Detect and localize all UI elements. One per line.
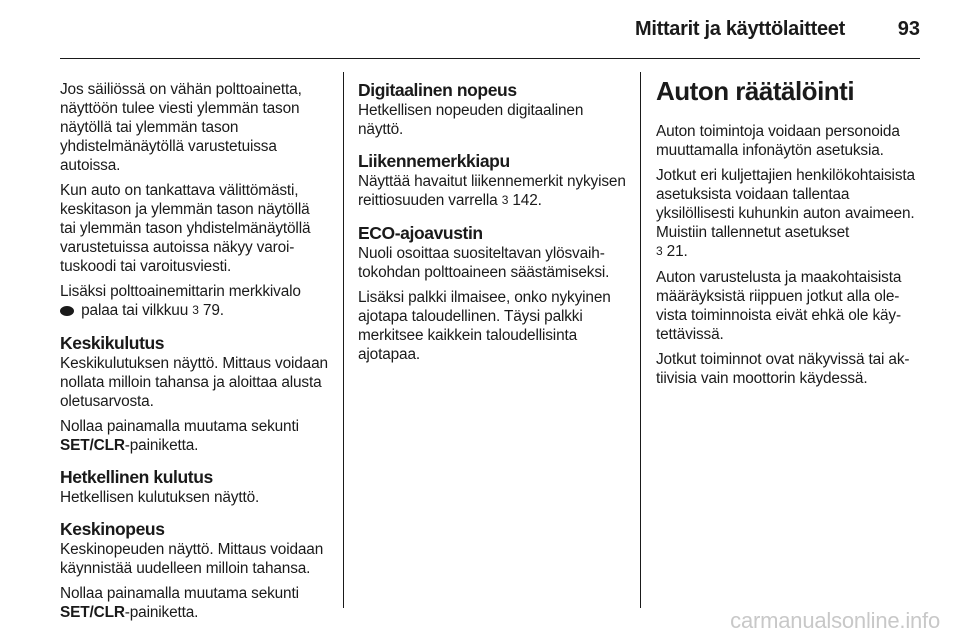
paragraph-reset-speed [60, 584, 328, 622]
heading-digital-speed: Digitaalinen nopeus [358, 80, 517, 100]
paragraph-average-consumption: Keskikulutuksen näyttö. Mittaus voidaan nollata milloin tahansa ja aloittaa alusta oletusarvosta. [60, 355, 328, 410]
column-1 [60, 80, 328, 628]
paragraph-low-fuel: Jos säiliössä on vähän polttoainetta, näyttöön tulee viesti ylemmän tason näytöllä tai ylemmän tason yhdistelmänäytöllä varustetuissa autoissa. [60, 81, 302, 174]
paragraph-digital-speed: Hetkellisen nopeuden digitaalinen näyttö. [358, 102, 584, 138]
page-header-title: Mittarit ja käyttölaitteet [634, 18, 845, 40]
watermark: carmanualsonline.info [730, 608, 940, 633]
paragraph-traffic-sign-assist [358, 172, 626, 211]
paragraph-instant-consumption: Hetkellisen kulutuksen näyttö. [60, 489, 260, 506]
paragraph-eco-arrow: Nuoli osoittaa suositeltavan ylösvaihtokohdan polttoaineen säästämiseksi. [358, 245, 610, 281]
paragraph-engine-running: Jotkut toiminnot ovat näkyvissä tai aktiivisia vain moottorin käydessä. [656, 351, 910, 387]
paragraph-fuel-light [60, 282, 328, 321]
column-3 [656, 76, 924, 394]
heading-traffic-sign-assist: Liikennemerkkiapu [358, 151, 510, 171]
page-reference-link[interactable]: 79. [202, 302, 224, 319]
reset-text-suffix: -painiketta. [124, 437, 199, 454]
set-clr-button-label: SET/CLR [60, 604, 125, 621]
column-divider-1 [343, 72, 344, 608]
fuel-warning-light-icon [60, 306, 74, 316]
heading-instant-consumption: Hetkellinen kulutus [60, 467, 213, 487]
reset-text-suffix: -painiketta. [124, 604, 199, 621]
heading-average-speed: Keskinopeus [60, 519, 165, 539]
heading-eco-assist: ECO-ajoavustin [358, 223, 483, 243]
paragraph-eco-bar: Lisäksi palkki ilmaisee, onko nykyinen ajotapa taloudellinen. Täysi palkki merkitsee kaikkein taloudellisinta ajotapaa. [358, 289, 611, 363]
traffic-sign-text: Näyttää havaitut liikennemerkit nykyisen reittiosuuden varrella [358, 173, 626, 209]
column-2 [358, 80, 626, 370]
paragraph-average-speed: Keskinopeuden näyttö. Mittaus voidaan käynnistää uudelleen milloin tahansa. [60, 541, 324, 577]
reset-text: Nollaa painamalla muutama sekunti [60, 585, 299, 602]
column-divider-2 [640, 72, 641, 608]
page-reference-arrow-icon: 3 [656, 244, 663, 258]
paragraph-personalize: Auton toimintoja voidaan personoida muuttamalla infonäytön asetuksia. [656, 123, 900, 159]
set-clr-button-label: SET/CLR [60, 437, 125, 454]
reset-text: Nollaa painamalla muutama sekunti [60, 418, 299, 435]
page-number: 93 [897, 18, 920, 40]
key-settings-text: Jotkut eri kuljettajien henkilökohtaisista asetuksista voidaan tallentaa yksilöllisesti kuhunkin auton avaimeen. Muistiin tallennetut asetukset [656, 167, 915, 241]
paragraph-availability: Auton varustelusta ja maakohtaisista määräyksistä riippuen jotkut alla olevista toiminnoista eivät ehkä ole käytettävissä. [656, 269, 902, 343]
paragraph-reset-consumption [60, 417, 328, 455]
paragraph-key-settings [656, 166, 924, 262]
header-divider [60, 58, 920, 59]
heading-average-consumption: Keskikulutus [60, 333, 165, 353]
page-reference-link[interactable]: 21. [666, 243, 688, 260]
fuel-light-text-before: Lisäksi polttoainemittarin merkkivalo [60, 283, 301, 300]
page-reference-arrow-icon: 3 [192, 303, 199, 317]
heading-vehicle-personalization: Auton räätälöinti [656, 76, 855, 106]
page-reference-arrow-icon: 3 [501, 193, 509, 207]
page-reference-link[interactable]: 142. [512, 192, 542, 209]
fuel-light-text-after: palaa tai vilkkuu [81, 302, 189, 319]
paragraph-refuel-warning: Kun auto on tankattava välittömästi, keskitason ja ylemmän tason näytöllä tai ylemmän tason yhdistelmänäytöllä varustetuissa autoissa näkyy varoituskoodi tai varoitusviesti. [60, 182, 311, 275]
